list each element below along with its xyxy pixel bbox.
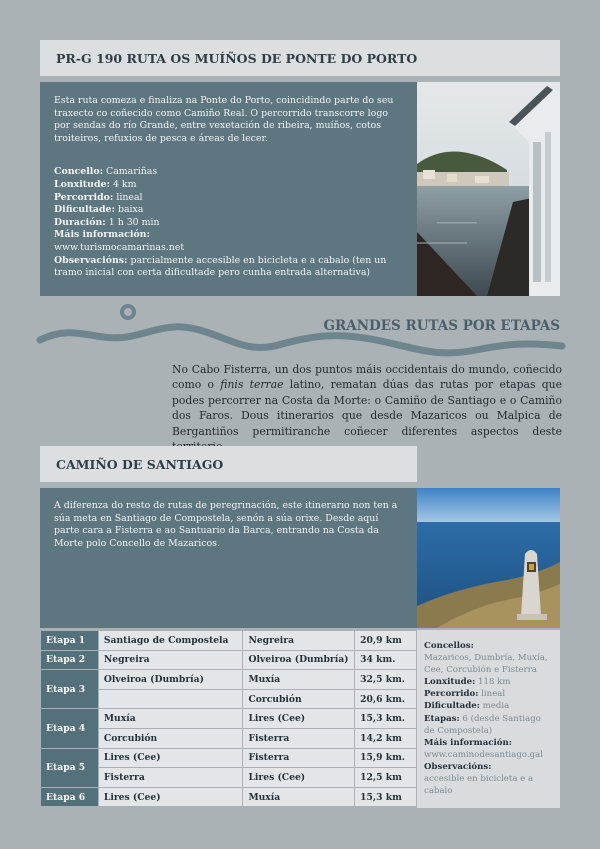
- stage-to: Muxía: [243, 670, 355, 690]
- stage-to: Olveiroa (Dumbría): [243, 650, 355, 670]
- concello-label: Concello:: [54, 166, 104, 178]
- table-row: [41, 787, 417, 807]
- table-row: [41, 650, 417, 670]
- fisterra-milestone-photo: [417, 488, 560, 628]
- percorrido-label: Percorrido:: [54, 191, 114, 203]
- section-title-pr-g-190: [40, 40, 560, 76]
- section-title-camino-santiago: [40, 446, 417, 482]
- stage-to: Negreira: [243, 631, 355, 651]
- route-details: [54, 166, 403, 279]
- percorrido-label: Percorrido:: [424, 689, 479, 700]
- etapas-label: Etapas:: [424, 713, 460, 724]
- stage-to: Fisterra: [243, 748, 355, 768]
- mais-info-label: Máis información:: [54, 229, 150, 241]
- river-photo-image: [417, 82, 560, 296]
- stage-to: Fisterra: [243, 728, 355, 748]
- concellos-label: Concellos:: [424, 641, 474, 651]
- table-row: [41, 670, 417, 690]
- stage-from: Fisterra: [98, 768, 243, 788]
- camino-intro-panel: [40, 488, 417, 628]
- stage-from: Olveiroa (Dumbría): [98, 670, 243, 690]
- grandes-rutas-title: GRANDES RUTAS POR ETAPAS: [323, 318, 560, 334]
- stage-to: Lires (Cee): [243, 709, 355, 729]
- stage-to: Corcubión: [243, 689, 355, 709]
- stage-distance: 15,3 km.: [355, 709, 417, 729]
- dificultade-value: media: [482, 701, 510, 712]
- stage-distance: 14,2 km: [355, 728, 417, 748]
- stage-label: Etapa 4: [41, 709, 99, 748]
- lonxitude-value: 118 km: [478, 677, 511, 688]
- stage-to: Lires (Cee): [243, 768, 355, 788]
- percorrido-value: lineal: [116, 191, 143, 203]
- stage-distance: 34 km.: [355, 650, 417, 670]
- route-intro: Esta ruta comeza e finaliza na Ponte do Porto, coincidindo parte do seu traxecto co coñecido como Camiño Real. O percorrido transcorre logo por sendas do río Grande, entre vexetación de ribeira, muíños, cotos troiteiros, refuxios de pesca e áreas de lecer.: [54, 95, 394, 144]
- stage-from: Santiago de Compostela: [98, 631, 243, 651]
- grandes-rutas-text-2: latino, rematan dúas das rutas por etapas que podes percorrer na Costa da Morte: o Camiño de Santiago e o Camiño dos Faros. Dous itinerarios que desde Mazaricos ou Malpica de Bergantiños permitiranche coñecer diferentes aspectos deste: [172, 378, 562, 438]
- lonxitude-value: 4 km: [112, 178, 137, 190]
- duracion-label: Duración:: [54, 216, 106, 228]
- section-title-text: PR-G 190 RUTA OS MUÍÑOS DE PONTE DO PORTO: [56, 50, 418, 66]
- stage-distance: 20,6 km.: [355, 689, 417, 709]
- mais-info-label: Máis información:: [424, 737, 512, 748]
- grandes-rutas-emphasis: finis terrae: [220, 378, 284, 392]
- observacions-label: Observacións:: [424, 761, 492, 772]
- fisterra-photo-image: [417, 488, 560, 628]
- observacions-label: Observacións:: [54, 254, 128, 266]
- stage-from: Negreira: [98, 650, 243, 670]
- stage-to: Muxía: [243, 787, 355, 807]
- table-row: [41, 748, 417, 768]
- camino-info-sidebar: [417, 630, 560, 808]
- stage-from: Muxía: [98, 709, 243, 729]
- stage-from: [98, 689, 243, 709]
- stages-table-body: [41, 631, 417, 807]
- web-link[interactable]: www.caminodesantiago.gal: [424, 749, 543, 760]
- stages-table: [40, 630, 417, 807]
- stage-label: Etapa 1: [41, 631, 99, 651]
- lonxitude-label: Lonxitude:: [424, 677, 476, 688]
- concello-value: Camariñas: [106, 166, 158, 178]
- stage-from: Corcubión: [98, 728, 243, 748]
- grandes-rutas-body: [172, 362, 562, 454]
- stage-distance: 15,3 km: [355, 787, 417, 807]
- stage-label: Etapa 3: [41, 670, 99, 709]
- table-row: [41, 631, 417, 651]
- table-row: [41, 709, 417, 729]
- stage-distance: 15,9 km.: [355, 748, 417, 768]
- dificultade-value: baixa: [117, 204, 144, 216]
- etapas-value: 6 (desde Santiago de Compostela): [424, 713, 541, 736]
- grandes-rutas-text-1: No Cabo Fisterra, un dos puntos máis occidentais do mundo, coñecido como o: [172, 363, 562, 392]
- percorrido-value: lineal: [481, 689, 506, 700]
- concellos-value: Mazaricos, Dumbría, Muxía, Cee, Corcubión e Fisterra: [424, 653, 548, 676]
- web-link[interactable]: www.turismocamarinas.net: [54, 241, 185, 253]
- stage-label: Etapa 5: [41, 748, 99, 787]
- stage-distance: 32,5 km.: [355, 670, 417, 690]
- stage-from: Lires (Cee): [98, 748, 243, 768]
- dificultade-label: Dificultade:: [424, 701, 480, 712]
- route-info-panel: [40, 82, 417, 296]
- stage-label: Etapa 6: [41, 787, 99, 807]
- observacions-value: accesible en bicicleta e a cabalo: [424, 774, 534, 797]
- camino-intro: A diferenza do resto de rutas de peregrinación, este itinerario non ten a súa meta en Santiago de Compostela, senón a súa orixe. Desde aquí parte cara a Fisterra e ao Santuario da Barca, entrando na Costa da Morte polo Concello de Mazaricos.: [54, 500, 398, 549]
- stage-distance: 20,9 km: [355, 631, 417, 651]
- stage-distance: 12,5 km: [355, 768, 417, 788]
- river-photo: [417, 82, 560, 296]
- duracion-value: 1 h 30 min: [108, 216, 160, 228]
- dificultade-label: Dificultade:: [54, 204, 115, 216]
- section-title-text: CAMIÑO DE SANTIAGO: [56, 456, 224, 472]
- lonxitude-label: Lonxitude:: [54, 178, 110, 190]
- observacions-value: parcialmente accesible en bicicleta e a cabalo (ten un tramo inicial con certa dificultade pero cunha entrada alternativa): [54, 254, 387, 279]
- stage-from: Lires (Cee): [98, 787, 243, 807]
- stage-label: Etapa 2: [41, 650, 99, 670]
